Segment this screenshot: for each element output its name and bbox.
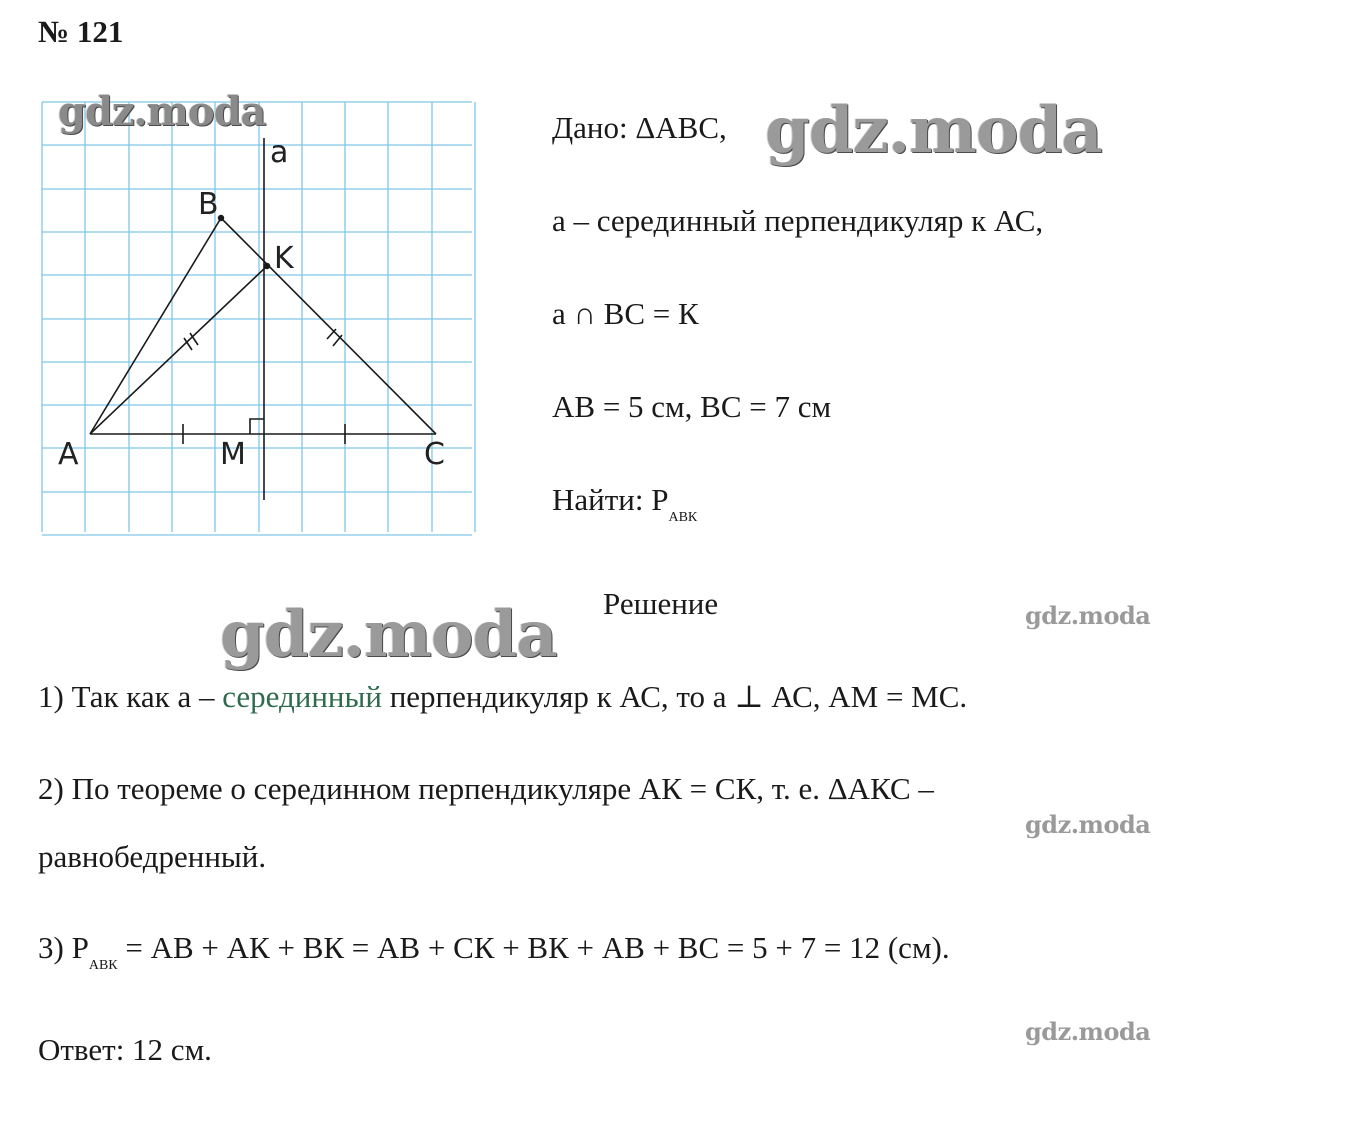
watermark-logo: gdz.moda <box>1025 601 1151 630</box>
find-subscript: АВК <box>668 510 698 525</box>
tick-kc-1 <box>327 329 336 339</box>
step3-prefix: 3) Р <box>38 930 89 965</box>
step1-prefix: 1) Так как а – <box>38 679 223 714</box>
label-c: C <box>424 437 445 472</box>
find-label: Найти: Р <box>552 482 669 517</box>
step3-subscript: АВК <box>88 958 118 973</box>
right-angle-mark <box>250 419 264 434</box>
watermark-logo: gdz.moda <box>765 93 1102 168</box>
step1-highlight: серединный <box>222 679 382 714</box>
side-ab <box>90 218 221 434</box>
watermark-logo: gdz.moda <box>220 597 557 672</box>
point-b <box>218 215 224 221</box>
given-line-4: АВ = 5 см, ВС = 7 см <box>552 389 832 424</box>
grid <box>42 102 475 535</box>
watermark-logo: gdz.moda <box>58 88 266 135</box>
given-line-3: а ∩ ВС = К <box>552 296 699 331</box>
solution-step-3 <box>38 930 950 973</box>
solution-heading: Решение <box>603 586 719 621</box>
given-line-2: а – серединный перпендикуляр к АС, <box>552 203 1044 238</box>
side-bc <box>221 218 436 434</box>
step1-suffix: перпендикуляр к АС, то а ⊥ АС, АМ = МС. <box>381 679 968 714</box>
problem-number: № 121 <box>38 14 124 49</box>
label-a: a <box>270 135 289 170</box>
segment-ak <box>90 266 267 434</box>
given-find <box>552 482 698 525</box>
given-line-1: Дано: ΔАВС, <box>552 110 727 145</box>
point-k <box>264 263 270 269</box>
answer: Ответ: 12 см. <box>38 1032 212 1067</box>
tick-kc-2 <box>333 335 342 346</box>
label-m: M <box>220 437 246 472</box>
label-k: K <box>274 241 294 276</box>
solution-step-2-line-1: 2) По теореме о серединном перпендикуляре АК = СК, т. е. ΔАКС – <box>38 771 934 806</box>
triangle-figure <box>40 100 480 540</box>
watermark-logo: gdz.moda <box>1025 1017 1151 1046</box>
solution-step-2-line-2: равнобедренный. <box>38 839 267 874</box>
watermark-logo: gdz.moda <box>1025 810 1151 839</box>
label-a-vertex: A <box>58 437 79 472</box>
label-b: B <box>198 187 219 222</box>
solution-step-1 <box>38 679 967 715</box>
step3-suffix: = АВ + АК + ВК = АВ + СК + ВК + АВ + ВС = 5 + 7 = 12 (см). <box>117 930 950 965</box>
